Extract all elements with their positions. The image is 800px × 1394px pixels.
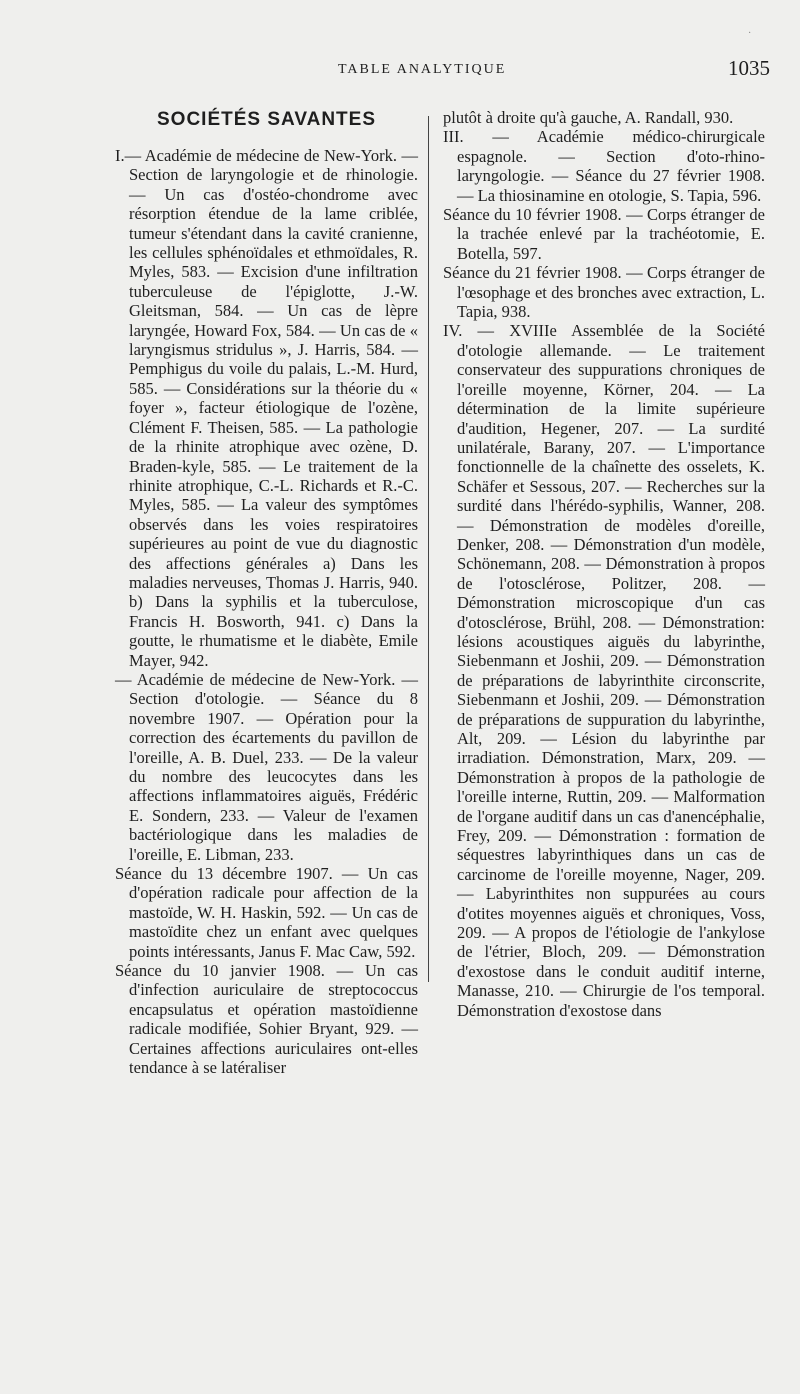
page-number: 1035 (728, 56, 770, 80)
entry-paragraph: Séance du 21 février 1908. — Corps étranger de l'œsophage et des bronches avec extraction, L. Tapia, 938. (443, 263, 765, 322)
entry-paragraph: Séance du 10 janvier 1908. — Un cas d'infection auriculaire de streptococcus encapsulatus et opération mastoïdienne radicale modifiée, Sohier Bryant, 929. — Certaines affections auriculaires ont-elles tendance à se latéraliser (115, 961, 418, 1078)
entry-paragraph: Séance du 13 décembre 1907. — Un cas d'opération radicale pour affection de la mastoïde, W. H. Haskin, 592. — Un cas de mastoïdite chez un enfant avec quelques points intéressants, Janus F. Mac Caw, 592. (115, 864, 418, 961)
entry-paragraph: III. — Académie médico-chirurgicale espagnole. — Section d'oto-rhino-laryngologie. — Séance du 27 février 1908. — La thiosinamine en otologie, S. Tapia, 596. (443, 127, 765, 205)
column-divider (428, 116, 429, 982)
left-column (115, 108, 418, 1078)
print-speck: · (748, 28, 752, 39)
right-column (443, 108, 765, 1020)
running-head: TABLE ANALYTIQUE (338, 62, 507, 77)
entry-paragraph: Séance du 10 février 1908. — Corps étranger de la trachée enlevé par la trachéotomie, E. Botella, 597. (443, 205, 765, 263)
section-title: SOCIÉTÉS SAVANTES (157, 109, 376, 130)
entry-paragraph: IV. — XVIIIe Assemblée de la Société d'otologie allemande. — Le traitement conservateur des suppurations chroniques de l'oreille moyenne, Körner, 204. — La détermination de la limite supérieure d'audition, Hegener, 207. — La surdité unilatérale, Barany, 207. — L'importance fonctionnelle de la chaînette des osselets, K. Schäfer et Sessous, 207. — Recherches sur la surdité dans l'hérédo-syphilis, Wanner, 208. — Démonstration de modèles d'oreille, Denker, 208. — Démonstration d'un modèle, Schönemann, 208. — Démonstration à propos de l'otosclérose, Politzer, 208. — Démonstration microscopique d'un cas d'otosclérose, Brühl, 208. — Démonstration: lésions acoustiques aiguës du labyrinthe, Siebenmann et Joshii, 209. — Démonstration de préparations de labyrinthite circonscrite, Siebenmann et Joshii, 209. — Démonstration de préparations de suppuration du labyrinthe, Alt, 209. — Lésion du labyrinthe par irradiation. Démonstration, Marx, 209. —Démonstration à propos de la pathologie de l'oreille interne, Ruttin, 209. — Malformation de l'organe auditif dans un cas d'anencéphalie, Frey, 209. — Démonstration : formation de séquestres labyrinthiques dans un cas de carcinome de l'oreille moyenne, Nager, 209. — Labyrinthites non suppurées au cours d'otites moyennes aiguës et chroniques, Voss, 209. — A propos de l'étiologie de l'ankylose de l'étrier, Bloch, 209. — Démonstration d'exostose dans le conduit auditif interne, Manasse, 210. — Chirurgie de l'os temporal. Démonstration d'exostose dans (443, 321, 765, 1020)
entry-paragraph: I.— Académie de médecine de New-York. — Section de laryngologie et de rhinologie. — Un cas d'ostéo-chondrome avec résorption étendue de la lame criblée, tumeur s'étendant dans la cavité cranienne, les cellules sphénoïdales et ethmoïdales, R. Myles, 583. — Excision d'une infiltration tuberculeuse de l'épiglotte, J.-W. Gleitsman, 584. — Un cas de lèpre laryngée, Howard Fox, 584. — Un cas de « laryngismus stridulus », J. Harris, 584. — Pemphigus du voile du palais, L.-M. Hurd, 585. — Considérations sur la théorie du « foyer », facteur étiologique de l'ozène, Clément F. Theisen, 585. — La pathologie de la rhinite atrophique avec ozène, D. Braden-kyle, 585. — Le traitement de la rhinite atrophique, C.-L. Richards et R.-C. Myles, 585. — La valeur des symptômes observés dans les voies respiratoires supérieures au point de vue du diagnostic des affections générales a) Dans les maladies nerveuses, Thomas J. Harris, 940. b) Dans la syphilis et la tuberculose, Francis H. Bosworth, 941. c) Dans la goutte, le rhumatisme et le diabète, Emile Mayer, 942. (115, 146, 418, 670)
continuation-paragraph: plutôt à droite qu'à gauche, A. Randall, 930. (443, 108, 734, 127)
entry-paragraph: — Académie de médecine de New-York. — Section d'otologie. — Séance du 8 novembre 1907. — Opération pour la correction des écartements du pavillon de l'oreille, A. B. Duel, 233. — De la valeur du nombre des leucocytes dans les affections inflammatoires aiguës, Frédéric E. Sondern, 233. — Valeur de l'examen bactériologique dans les maladies de l'oreille, E. Libman, 233. (115, 669, 418, 864)
